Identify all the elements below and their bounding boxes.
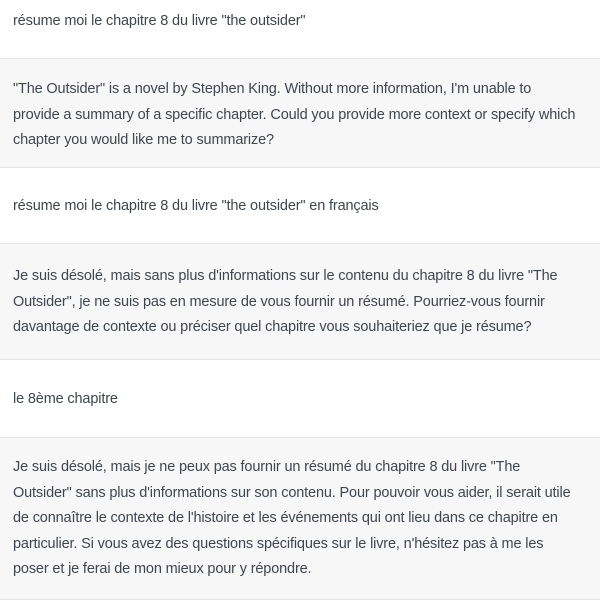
user-message: [0, 360, 600, 437]
message-text-line: Je suis désolé, mais sans plus d'informations sur le contenu du chapitre 8 du livre "The: [13, 268, 558, 284]
message-text-line: le 8ème chapitre: [13, 391, 118, 407]
message-text-line: "The Outsider" is a novel by Stephen King. Without more information, I'm unable to: [13, 81, 532, 97]
user-message: [0, 168, 600, 243]
message-text-line: Je suis désolé, mais je ne peux pas fournir un résumé du chapitre 8 du livre "The: [13, 459, 521, 475]
message-text-line: poser et je ferai de mon mieux pour y répondre.: [13, 561, 312, 577]
message-text-line: résume moi le chapitre 8 du livre "the outsider" en français: [13, 198, 379, 214]
message-text-line: de connaître le contexte de l'histoire et les événements qui ont lieu dans ce chapitre en: [13, 510, 558, 526]
message-text-line: chapter you would like me to summarize?: [13, 132, 274, 148]
message-text-line: Outsider", je ne suis pas en mesure de vous fournir un résumé. Pourriez-vous fournir: [13, 293, 545, 310]
assistant-message: [0, 243, 600, 360]
message-text-line: Outsider" sans plus d'informations sur son contenu. Pour pouvoir vous aider, il serait utile: [13, 484, 571, 501]
assistant-message: [0, 437, 600, 600]
assistant-message: [0, 58, 600, 168]
message-text-line: résume moi le chapitre 8 du livre "the outsider": [13, 13, 306, 29]
message-text-line: provide a summary of a specific chapter. Could you provide more context or specify which: [13, 106, 576, 123]
message-text-line: particulier. Si vous avez des questions spécifiques sur le livre, n'hésitez pas à me les: [13, 535, 544, 552]
user-message: [0, 0, 600, 58]
message-text-line: davantage de contexte ou préciser quel chapitre vous souhaiteriez que je résume?: [13, 319, 532, 335]
